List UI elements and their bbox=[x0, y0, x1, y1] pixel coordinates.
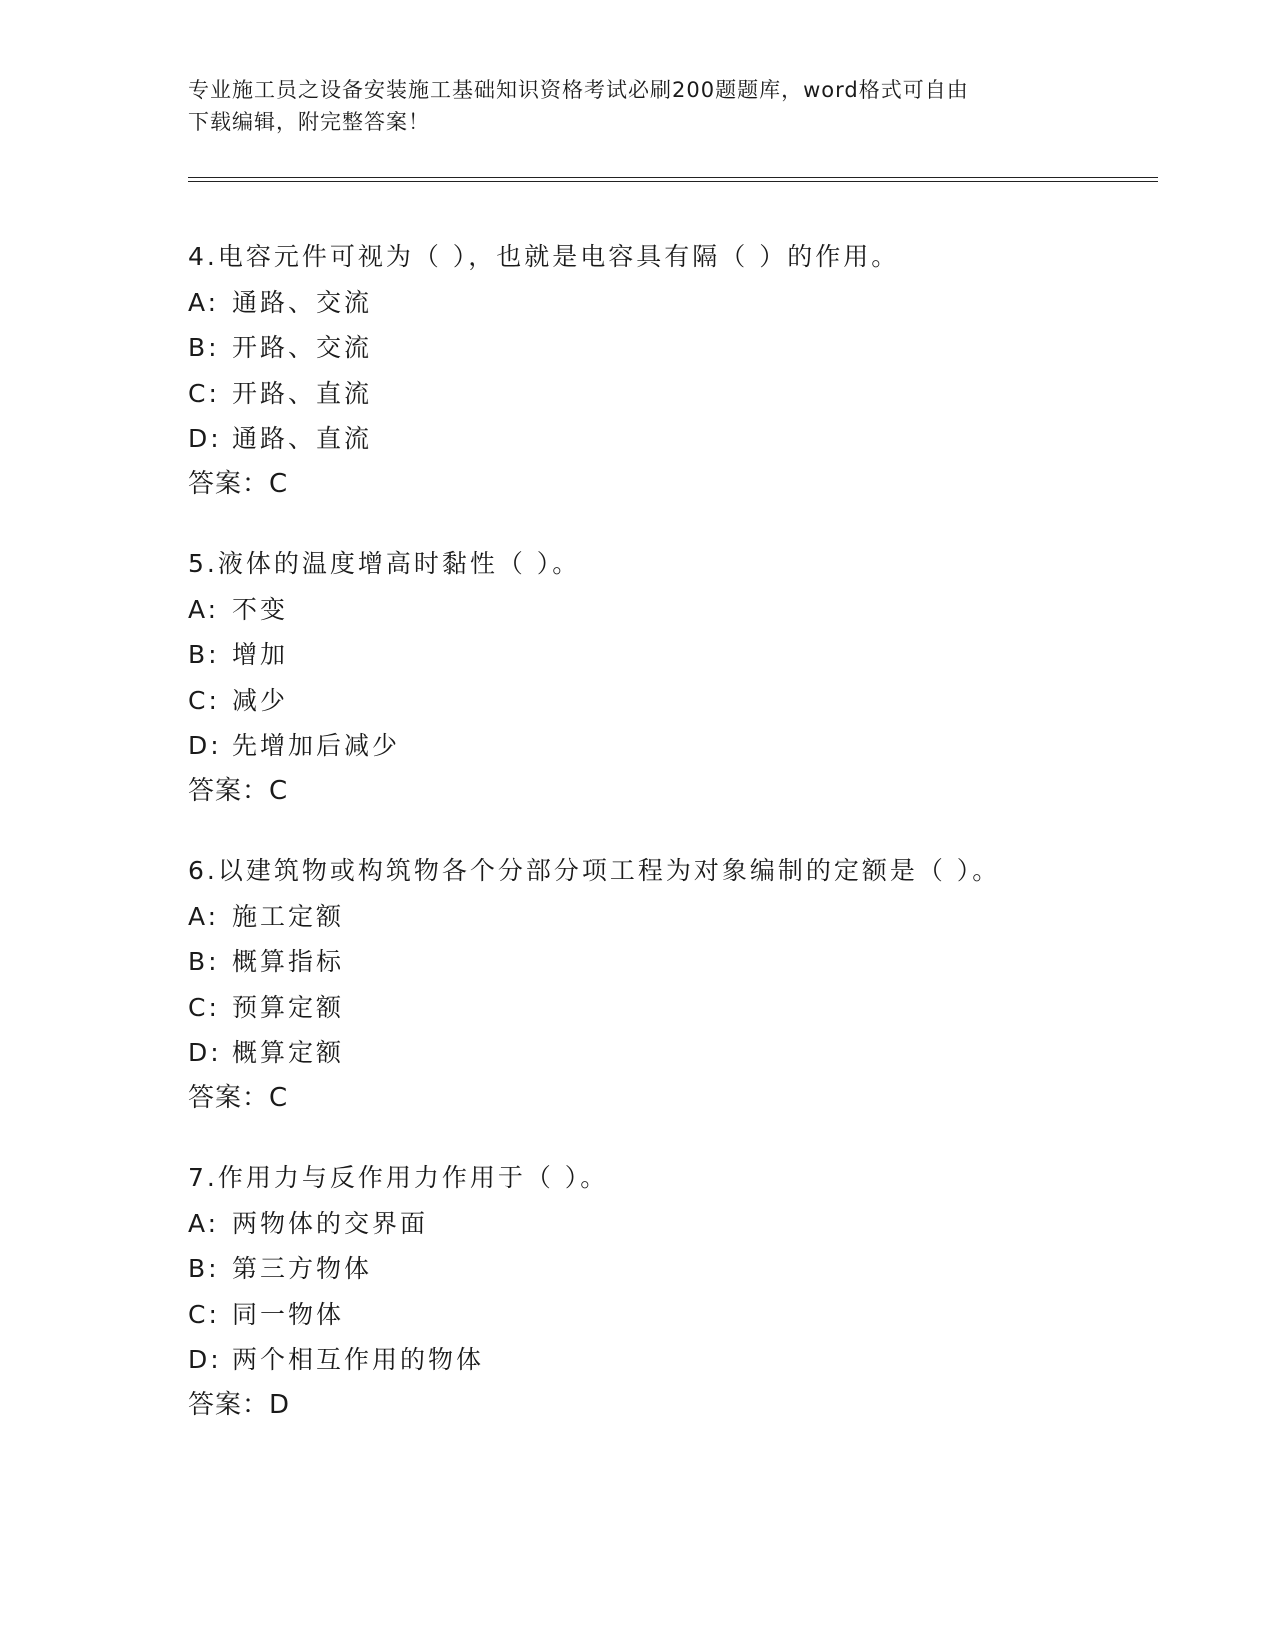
option-letter: B: bbox=[188, 333, 220, 362]
answer-line: 答案：C bbox=[188, 775, 289, 806]
option-a bbox=[188, 587, 1188, 633]
option-text: 施工定额 bbox=[232, 901, 345, 931]
question-stem: 6.以建筑物或构筑物各个分部分项工程为对象编制的定额是（ ）。 bbox=[188, 856, 1001, 885]
option-letter: B: bbox=[188, 947, 220, 976]
option-b bbox=[188, 1246, 1188, 1292]
option-a bbox=[188, 894, 1188, 940]
option-letter: A: bbox=[188, 1208, 220, 1238]
option-text: 同一物体 bbox=[232, 1299, 345, 1329]
option-letter: A: bbox=[188, 594, 220, 624]
option-letter: C: bbox=[188, 1299, 220, 1329]
option-text: 第三方物体 bbox=[232, 1254, 373, 1283]
option-a bbox=[188, 1201, 1188, 1247]
question-stem: 4.电容元件可视为（ ），也就是电容具有隔（ ）的作用。 bbox=[188, 242, 900, 271]
option-letter: A: bbox=[188, 287, 220, 317]
header-title-line-2: 下载编辑，附完整答案！ bbox=[188, 110, 430, 134]
question-6 bbox=[188, 848, 1188, 1121]
option-text: 预算定额 bbox=[232, 992, 345, 1022]
option-letter: C: bbox=[188, 378, 220, 408]
option-letter: D: bbox=[188, 1038, 222, 1067]
answer-line: 答案：C bbox=[188, 1082, 289, 1113]
option-c bbox=[188, 371, 1188, 417]
option-d bbox=[188, 1030, 1188, 1076]
option-text: 开路、交流 bbox=[232, 333, 373, 362]
option-d bbox=[188, 723, 1188, 769]
question-stem: 7.作用力与反作用力作用于（ ）。 bbox=[188, 1163, 609, 1192]
option-c bbox=[188, 1292, 1188, 1338]
option-text: 两物体的交界面 bbox=[232, 1208, 429, 1238]
option-text: 通路、直流 bbox=[232, 424, 373, 453]
answer-line: 答案：D bbox=[188, 1389, 291, 1420]
option-text: 开路、直流 bbox=[232, 378, 373, 408]
option-letter: D: bbox=[188, 731, 222, 760]
option-c bbox=[188, 678, 1188, 724]
question-list bbox=[188, 234, 1188, 1462]
option-b bbox=[188, 939, 1188, 985]
question-4 bbox=[188, 234, 1188, 507]
option-text: 不变 bbox=[232, 594, 289, 624]
option-text: 先增加后减少 bbox=[232, 731, 401, 760]
option-text: 增加 bbox=[232, 640, 289, 669]
option-b bbox=[188, 325, 1188, 371]
option-d bbox=[188, 1337, 1188, 1383]
answer-line: 答案：C bbox=[188, 468, 289, 499]
question-7 bbox=[188, 1155, 1188, 1428]
option-c bbox=[188, 985, 1188, 1031]
option-text: 概算指标 bbox=[232, 947, 345, 976]
question-stem: 5.液体的温度增高时黏性（ ）。 bbox=[188, 549, 581, 578]
option-letter: C: bbox=[188, 992, 220, 1022]
question-5 bbox=[188, 541, 1188, 814]
option-d bbox=[188, 416, 1188, 462]
option-letter: B: bbox=[188, 640, 220, 669]
option-text: 两个相互作用的物体 bbox=[232, 1345, 485, 1374]
option-letter: A: bbox=[188, 901, 220, 931]
option-letter: C: bbox=[188, 685, 220, 715]
option-text: 通路、交流 bbox=[232, 287, 373, 317]
option-b bbox=[188, 632, 1188, 678]
option-letter: D: bbox=[188, 424, 222, 453]
header-divider-bottom bbox=[188, 181, 1158, 182]
header-title-line-1: 专业施工员之设备安装施工基础知识资格考试必刷200题题库，word格式可自由 bbox=[188, 78, 969, 102]
document-header bbox=[188, 74, 1068, 138]
option-a bbox=[188, 280, 1188, 326]
option-text: 减少 bbox=[232, 685, 289, 715]
option-text: 概算定额 bbox=[232, 1038, 345, 1067]
option-letter: D: bbox=[188, 1345, 222, 1374]
option-letter: B: bbox=[188, 1254, 220, 1283]
header-divider-top bbox=[188, 177, 1158, 178]
